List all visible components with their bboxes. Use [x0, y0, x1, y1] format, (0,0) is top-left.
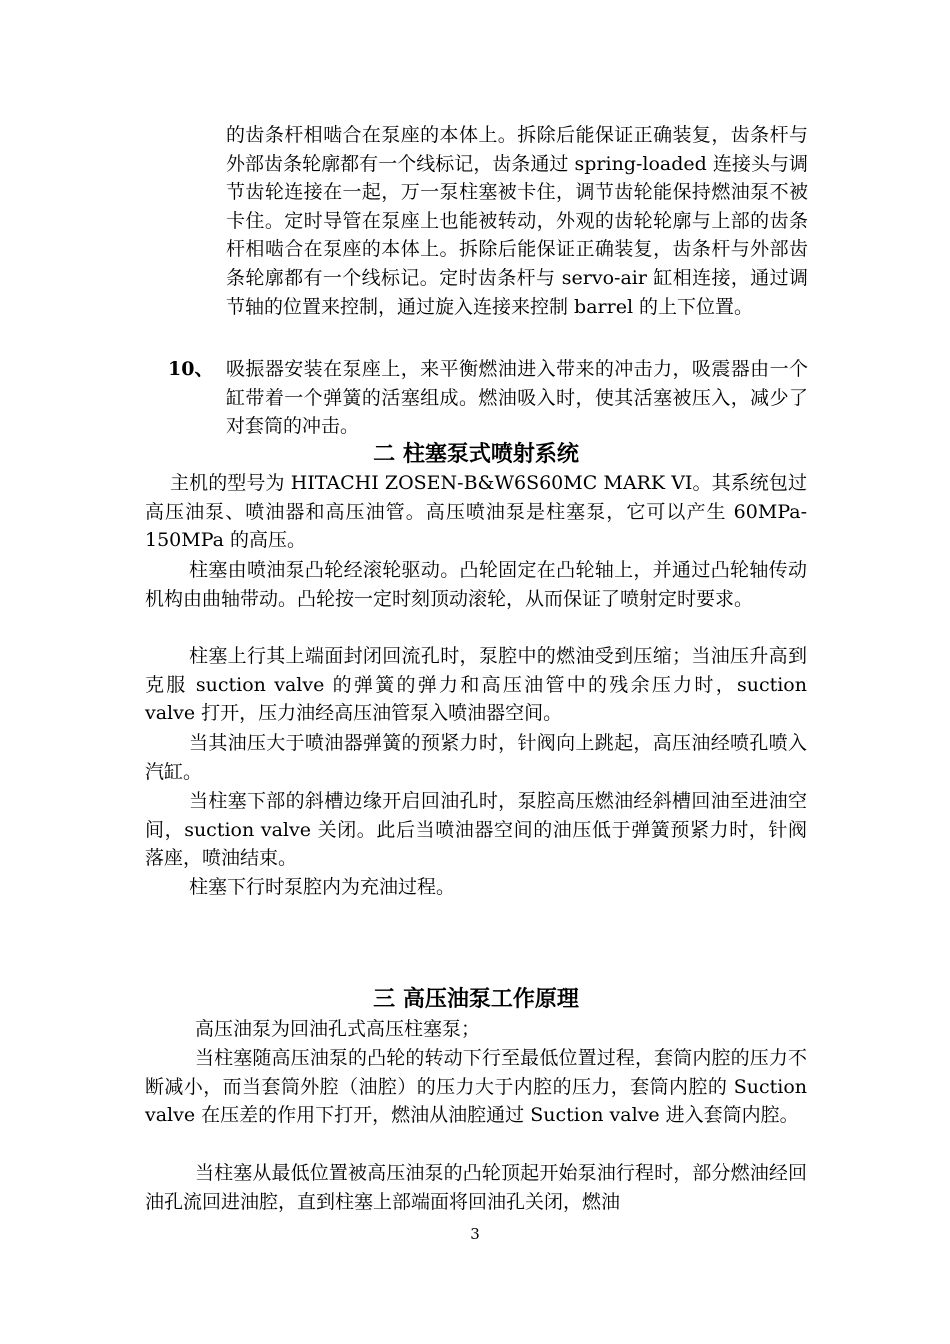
- section2-paragraph-1: 主机的型号为 HITACHI ZOSEN-B&W6S60MC MARK VI。其系统包过高压油泵、喷油器和高压油管。高压喷油泵是柱塞泵，它可以产生 60MPa-150MPa 的高压。: [145, 472, 807, 552]
- section2-paragraph-6: 柱塞下行时泵腔内为充油过程。: [189, 876, 456, 898]
- section-heading-2: 二 柱塞泵式喷射系统: [373, 442, 579, 467]
- section2-paragraph-2: 柱塞由喷油泵凸轮经滚轮驱动。凸轮固定在凸轮轴上，并通过凸轮轴传动机构由曲轴带动。凸轮按一定时刻顶动滚轮，从而保证了喷射定时要求。: [145, 559, 807, 610]
- section3-paragraph-2: 当柱塞随高压油泵的凸轮的转动下行至最低位置过程，套筒内腔的压力不断减小，而当套筒外腔（油腔）的压力大于内腔的压力，套筒内腔的 Suction valve 在压差的作用下打开，燃油从油腔通过 Suction valve 进入套筒内腔。: [145, 1047, 807, 1127]
- continuation-paragraph: 的齿条杆相啮合在泵座的本体上。拆除后能保证正确装复，齿条杆与外部齿条轮廓都有一个线标记，齿条通过 spring-loaded 连接头与调节齿轮连接在一起，万一泵柱塞被卡住，调节齿轮能保持燃油泵不被卡住。定时导管在泵座上也能被转动，外观的齿轮轮廓与上部的齿条杆相啮合在泵座的本体上。拆除后能保证正确装复，齿条杆与外部齿条轮廓都有一个线标记。定时齿条杆与 servo-air 缸相连接，通过调节轴的位置来控制，通过旋入连接来控制 barrel 的上下位置。: [226, 124, 808, 318]
- list-item-number: 10、: [168, 358, 214, 380]
- section2-paragraph-5: 当柱塞下部的斜槽边缘开启回油孔时，泵腔高压燃油经斜槽回油至进油空间，suction valve 关闭。此后当喷油器空间的油压低于弹簧预紧力时，针阀落座，喷油结束。: [145, 790, 807, 870]
- section2-paragraph-3: 柱塞上行其上端面封闭回流孔时，泵腔中的燃油受到压缩；当油压升高到克服 suction valve 的弹簧的弹力和高压油管中的残余压力时，suction valve 打开，压力油经高压油管泵入喷油器空间。: [145, 645, 807, 725]
- section-heading-3: 三 高压油泵工作原理: [373, 987, 579, 1012]
- section3-paragraph-3: 当柱塞从最低位置被高压油泵的凸轮顶起开始泵油行程时，部分燃油经回油孔流回进油腔，直到柱塞上部端面将回油孔关闭，燃油: [145, 1162, 807, 1213]
- section3-paragraph-1: 高压油泵为回油孔式高压柱塞泵；: [195, 1018, 481, 1040]
- page-number: 3: [470, 1225, 480, 1243]
- list-item-text: 吸振器安装在泵座上，来平衡燃油进入带来的冲击力，吸震器由一个缸带着一个弹簧的活塞组成。燃油吸入时，使其活塞被压入，减少了对套筒的冲击。: [226, 358, 808, 438]
- section2-paragraph-4: 当其油压大于喷油器弹簧的预紧力时，针阀向上跳起，高压油经喷孔喷入汽缸。: [145, 732, 807, 783]
